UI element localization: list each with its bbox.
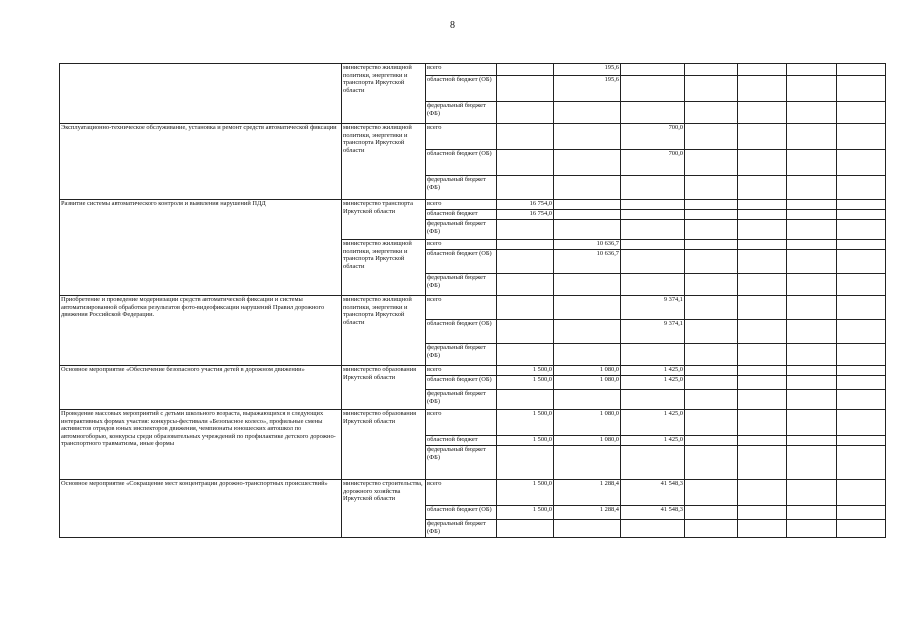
amount-cell (685, 366, 738, 376)
executor-cell: министерство жилищной политики, энергетики и транспорта Иркутской области (342, 296, 426, 366)
amount-cell (685, 436, 738, 446)
funding-source-cell: федеральный бюджет (ФБ) (426, 446, 497, 480)
funding-source-cell: областной бюджет (ОБ) (426, 320, 497, 344)
activity-cell: Приобретение и проведение модернизации средств автоматической фиксации и системы автоматизированной обработки результатов фото-видеофиксации нарушений Правил дорожного движения Российской Федерации. (60, 296, 342, 366)
amount-cell (837, 446, 886, 480)
funding-source-cell: областной бюджет (426, 210, 497, 220)
amount-cell (738, 176, 787, 200)
amount-cell: 1 500,0 (497, 410, 554, 436)
amount-cell (497, 344, 554, 366)
amount-cell (554, 102, 621, 124)
activity-cell: Проведение массовых мероприятий с детьми школьного возраста, выражающихся в следующих интерактивных формах участия: конкурсы-фестивали «Безопасное колесо», профильные смены активистов отрядов юных инспекторов движения, чемпионаты юношеских автошкол по автомногоборью, конкурсы среди образовательных учреждений по профилактике детского дорожно-транспортного травматизма, иные формы (60, 410, 342, 480)
amount-cell (738, 446, 787, 480)
amount-cell (738, 210, 787, 220)
amount-cell (787, 210, 837, 220)
amount-cell: 1 425,0 (621, 366, 685, 376)
amount-cell (787, 220, 837, 240)
funding-source-cell: областной бюджет (ОБ) (426, 76, 497, 102)
amount-cell: 16 754,0 (497, 200, 554, 210)
amount-cell: 9 374,1 (621, 296, 685, 320)
amount-cell (837, 410, 886, 436)
amount-cell (685, 376, 738, 390)
amount-cell (787, 410, 837, 436)
amount-cell (837, 344, 886, 366)
amount-cell (738, 296, 787, 320)
funding-source-cell: федеральный бюджет (ФБ) (426, 220, 497, 240)
amount-cell (685, 296, 738, 320)
amount-cell (837, 390, 886, 410)
funding-source-cell: федеральный бюджет (ФБ) (426, 274, 497, 296)
funding-source-cell: областной бюджет (ОБ) (426, 250, 497, 274)
funding-source-cell: всего (426, 124, 497, 150)
amount-cell: 195,6 (554, 76, 621, 102)
amount-cell (787, 64, 837, 76)
amount-cell (787, 506, 837, 520)
amount-cell (837, 176, 886, 200)
amount-cell (554, 124, 621, 150)
amount-cell (685, 520, 738, 538)
amount-cell (554, 390, 621, 410)
amount-cell (497, 102, 554, 124)
amount-cell: 1 080,0 (554, 410, 621, 436)
amount-cell (787, 480, 837, 506)
amount-cell (554, 210, 621, 220)
amount-cell (738, 124, 787, 150)
amount-cell (685, 240, 738, 250)
amount-cell (497, 150, 554, 176)
amount-cell (621, 274, 685, 296)
funding-source-cell: всего (426, 480, 497, 506)
table-row (60, 64, 886, 76)
amount-cell (837, 250, 886, 274)
amount-cell: 1 288,4 (554, 480, 621, 506)
table-row (60, 124, 886, 150)
amount-cell (787, 366, 837, 376)
amount-cell (554, 200, 621, 210)
amount-cell: 10 636,7 (554, 250, 621, 274)
funding-source-cell: всего (426, 296, 497, 320)
amount-cell: 1 500,0 (497, 376, 554, 390)
table-row (60, 480, 886, 506)
amount-cell (837, 436, 886, 446)
amount-cell (837, 274, 886, 296)
funding-source-cell: федеральный бюджет (ФБ) (426, 520, 497, 538)
amount-cell (497, 240, 554, 250)
amount-cell (787, 102, 837, 124)
amount-cell (738, 344, 787, 366)
amount-cell (787, 296, 837, 320)
amount-cell (685, 390, 738, 410)
amount-cell (738, 200, 787, 210)
amount-cell (738, 64, 787, 76)
executor-cell: министерство строительства, дорожного хозяйства Иркутской области (342, 480, 426, 538)
amount-cell (497, 76, 554, 102)
amount-cell (738, 76, 787, 102)
amount-cell (738, 366, 787, 376)
table-row (60, 366, 886, 376)
amount-cell (621, 76, 685, 102)
activity-cell: Эксплуатационно-техническое обслуживание, установка и ремонт средств автоматической фиксации (60, 124, 342, 200)
amount-cell (621, 250, 685, 274)
amount-cell (787, 344, 837, 366)
activity-cell: Развитие системы автоматического контроля и выявления нарушений ПДД (60, 200, 342, 296)
amount-cell (497, 176, 554, 200)
amount-cell (787, 176, 837, 200)
amount-cell (621, 344, 685, 366)
amount-cell (685, 480, 738, 506)
amount-cell (685, 150, 738, 176)
amount-cell (497, 520, 554, 538)
funding-source-cell: федеральный бюджет (ФБ) (426, 390, 497, 410)
funding-source-cell: федеральный бюджет (ФБ) (426, 102, 497, 124)
amount-cell (787, 376, 837, 390)
executor-cell: министерство жилищной политики, энергетики и транспорта Иркутской области (342, 64, 426, 124)
amount-cell (787, 240, 837, 250)
amount-cell (738, 240, 787, 250)
amount-cell (837, 76, 886, 102)
funding-source-cell: федеральный бюджет (ФБ) (426, 176, 497, 200)
amount-cell (738, 410, 787, 436)
amount-cell (738, 274, 787, 296)
funding-source-cell: областной бюджет (ОБ) (426, 150, 497, 176)
funding-source-cell: всего (426, 410, 497, 436)
amount-cell (685, 200, 738, 210)
funding-source-cell: областной бюджет (ОБ) (426, 376, 497, 390)
amount-cell (497, 296, 554, 320)
amount-cell (554, 520, 621, 538)
activity-cell: Основное мероприятие «Обеспечение безопасного участия детей в дорожном движении» (60, 366, 342, 410)
amount-cell (554, 274, 621, 296)
amount-cell (738, 506, 787, 520)
funding-source-cell: всего (426, 200, 497, 210)
amount-cell (621, 240, 685, 250)
amount-cell (685, 76, 738, 102)
amount-cell (497, 446, 554, 480)
amount-cell (497, 320, 554, 344)
amount-cell: 1 425,0 (621, 410, 685, 436)
amount-cell (837, 124, 886, 150)
amount-cell (554, 176, 621, 200)
amount-cell (621, 220, 685, 240)
executor-cell: министерство жилищной политики, энергетики и транспорта Иркутской области (342, 124, 426, 200)
amount-cell (685, 250, 738, 274)
amount-cell (738, 480, 787, 506)
amount-cell (497, 124, 554, 150)
amount-cell (738, 436, 787, 446)
amount-cell (738, 390, 787, 410)
amount-cell (787, 250, 837, 274)
amount-cell (837, 480, 886, 506)
amount-cell (837, 296, 886, 320)
amount-cell (738, 520, 787, 538)
amount-cell (837, 220, 886, 240)
amount-cell (497, 220, 554, 240)
funding-source-cell: областной бюджет (ОБ) (426, 506, 497, 520)
amount-cell (554, 220, 621, 240)
amount-cell (787, 446, 837, 480)
amount-cell (554, 320, 621, 344)
amount-cell (837, 210, 886, 220)
amount-cell: 1 080,0 (554, 366, 621, 376)
amount-cell: 1 080,0 (554, 376, 621, 390)
amount-cell (738, 150, 787, 176)
funding-source-cell: всего (426, 64, 497, 76)
amount-cell (685, 274, 738, 296)
amount-cell (685, 102, 738, 124)
amount-cell (738, 250, 787, 274)
amount-cell (837, 376, 886, 390)
amount-cell: 1 288,4 (554, 506, 621, 520)
funding-source-cell: всего (426, 366, 497, 376)
amount-cell: 700,0 (621, 150, 685, 176)
amount-cell (787, 274, 837, 296)
amount-cell (685, 446, 738, 480)
amount-cell (554, 296, 621, 320)
amount-cell: 41 548,3 (621, 480, 685, 506)
amount-cell: 1 500,0 (497, 506, 554, 520)
amount-cell (738, 376, 787, 390)
amount-cell (685, 64, 738, 76)
amount-cell (621, 102, 685, 124)
amount-cell (685, 506, 738, 520)
amount-cell (685, 344, 738, 366)
executor-cell: министерство образования Иркутской области (342, 410, 426, 480)
amount-cell (837, 200, 886, 210)
amount-cell: 700,0 (621, 124, 685, 150)
funding-source-cell: областной бюджет (426, 436, 497, 446)
executor-cell: министерство жилищной политики, энергетики и транспорта Иркутской области (342, 240, 426, 296)
amount-cell: 1 500,0 (497, 480, 554, 506)
amount-cell: 1 500,0 (497, 366, 554, 376)
amount-cell (787, 124, 837, 150)
amount-cell (497, 274, 554, 296)
amount-cell (837, 520, 886, 538)
amount-cell (685, 176, 738, 200)
table-row (60, 296, 886, 320)
amount-cell (787, 200, 837, 210)
amount-cell: 10 636,7 (554, 240, 621, 250)
activity-cell: Основное мероприятие «Сокращение мест концентрации дорожно-транспортных происшествий» (60, 480, 342, 538)
amount-cell (621, 200, 685, 210)
amount-cell: 1 080,0 (554, 436, 621, 446)
amount-cell (787, 76, 837, 102)
executor-cell: министерство транспорта Иркутской области (342, 200, 426, 240)
amount-cell (621, 64, 685, 76)
amount-cell (554, 446, 621, 480)
amount-cell (685, 210, 738, 220)
amount-cell (554, 344, 621, 366)
amount-cell (554, 150, 621, 176)
amount-cell (497, 250, 554, 274)
amount-cell (787, 436, 837, 446)
amount-cell (497, 64, 554, 76)
amount-cell (738, 320, 787, 344)
amount-cell (621, 210, 685, 220)
amount-cell (787, 150, 837, 176)
funding-source-cell: всего (426, 240, 497, 250)
amount-cell (837, 320, 886, 344)
amount-cell: 16 754,0 (497, 210, 554, 220)
budget-table (59, 63, 886, 538)
amount-cell (685, 124, 738, 150)
amount-cell: 41 548,3 (621, 506, 685, 520)
amount-cell (787, 390, 837, 410)
amount-cell (685, 220, 738, 240)
amount-cell (787, 320, 837, 344)
amount-cell (685, 410, 738, 436)
executor-cell: министерство образования Иркутской области (342, 366, 426, 410)
amount-cell (621, 520, 685, 538)
amount-cell (738, 102, 787, 124)
amount-cell (837, 102, 886, 124)
activity-cell (60, 64, 342, 124)
amount-cell (621, 176, 685, 200)
table-row (60, 200, 886, 210)
amount-cell (837, 150, 886, 176)
table-row (60, 410, 886, 436)
amount-cell: 9 374,1 (621, 320, 685, 344)
amount-cell (621, 390, 685, 410)
amount-cell (787, 520, 837, 538)
amount-cell: 1 425,0 (621, 436, 685, 446)
page-number: 8 (450, 20, 455, 31)
amount-cell (621, 446, 685, 480)
amount-cell (738, 220, 787, 240)
amount-cell (685, 320, 738, 344)
funding-source-cell: федеральный бюджет (ФБ) (426, 344, 497, 366)
amount-cell (497, 390, 554, 410)
amount-cell: 1 425,0 (621, 376, 685, 390)
amount-cell (837, 240, 886, 250)
amount-cell: 1 500,0 (497, 436, 554, 446)
amount-cell (837, 64, 886, 76)
amount-cell (837, 506, 886, 520)
amount-cell: 195,6 (554, 64, 621, 76)
amount-cell (837, 366, 886, 376)
